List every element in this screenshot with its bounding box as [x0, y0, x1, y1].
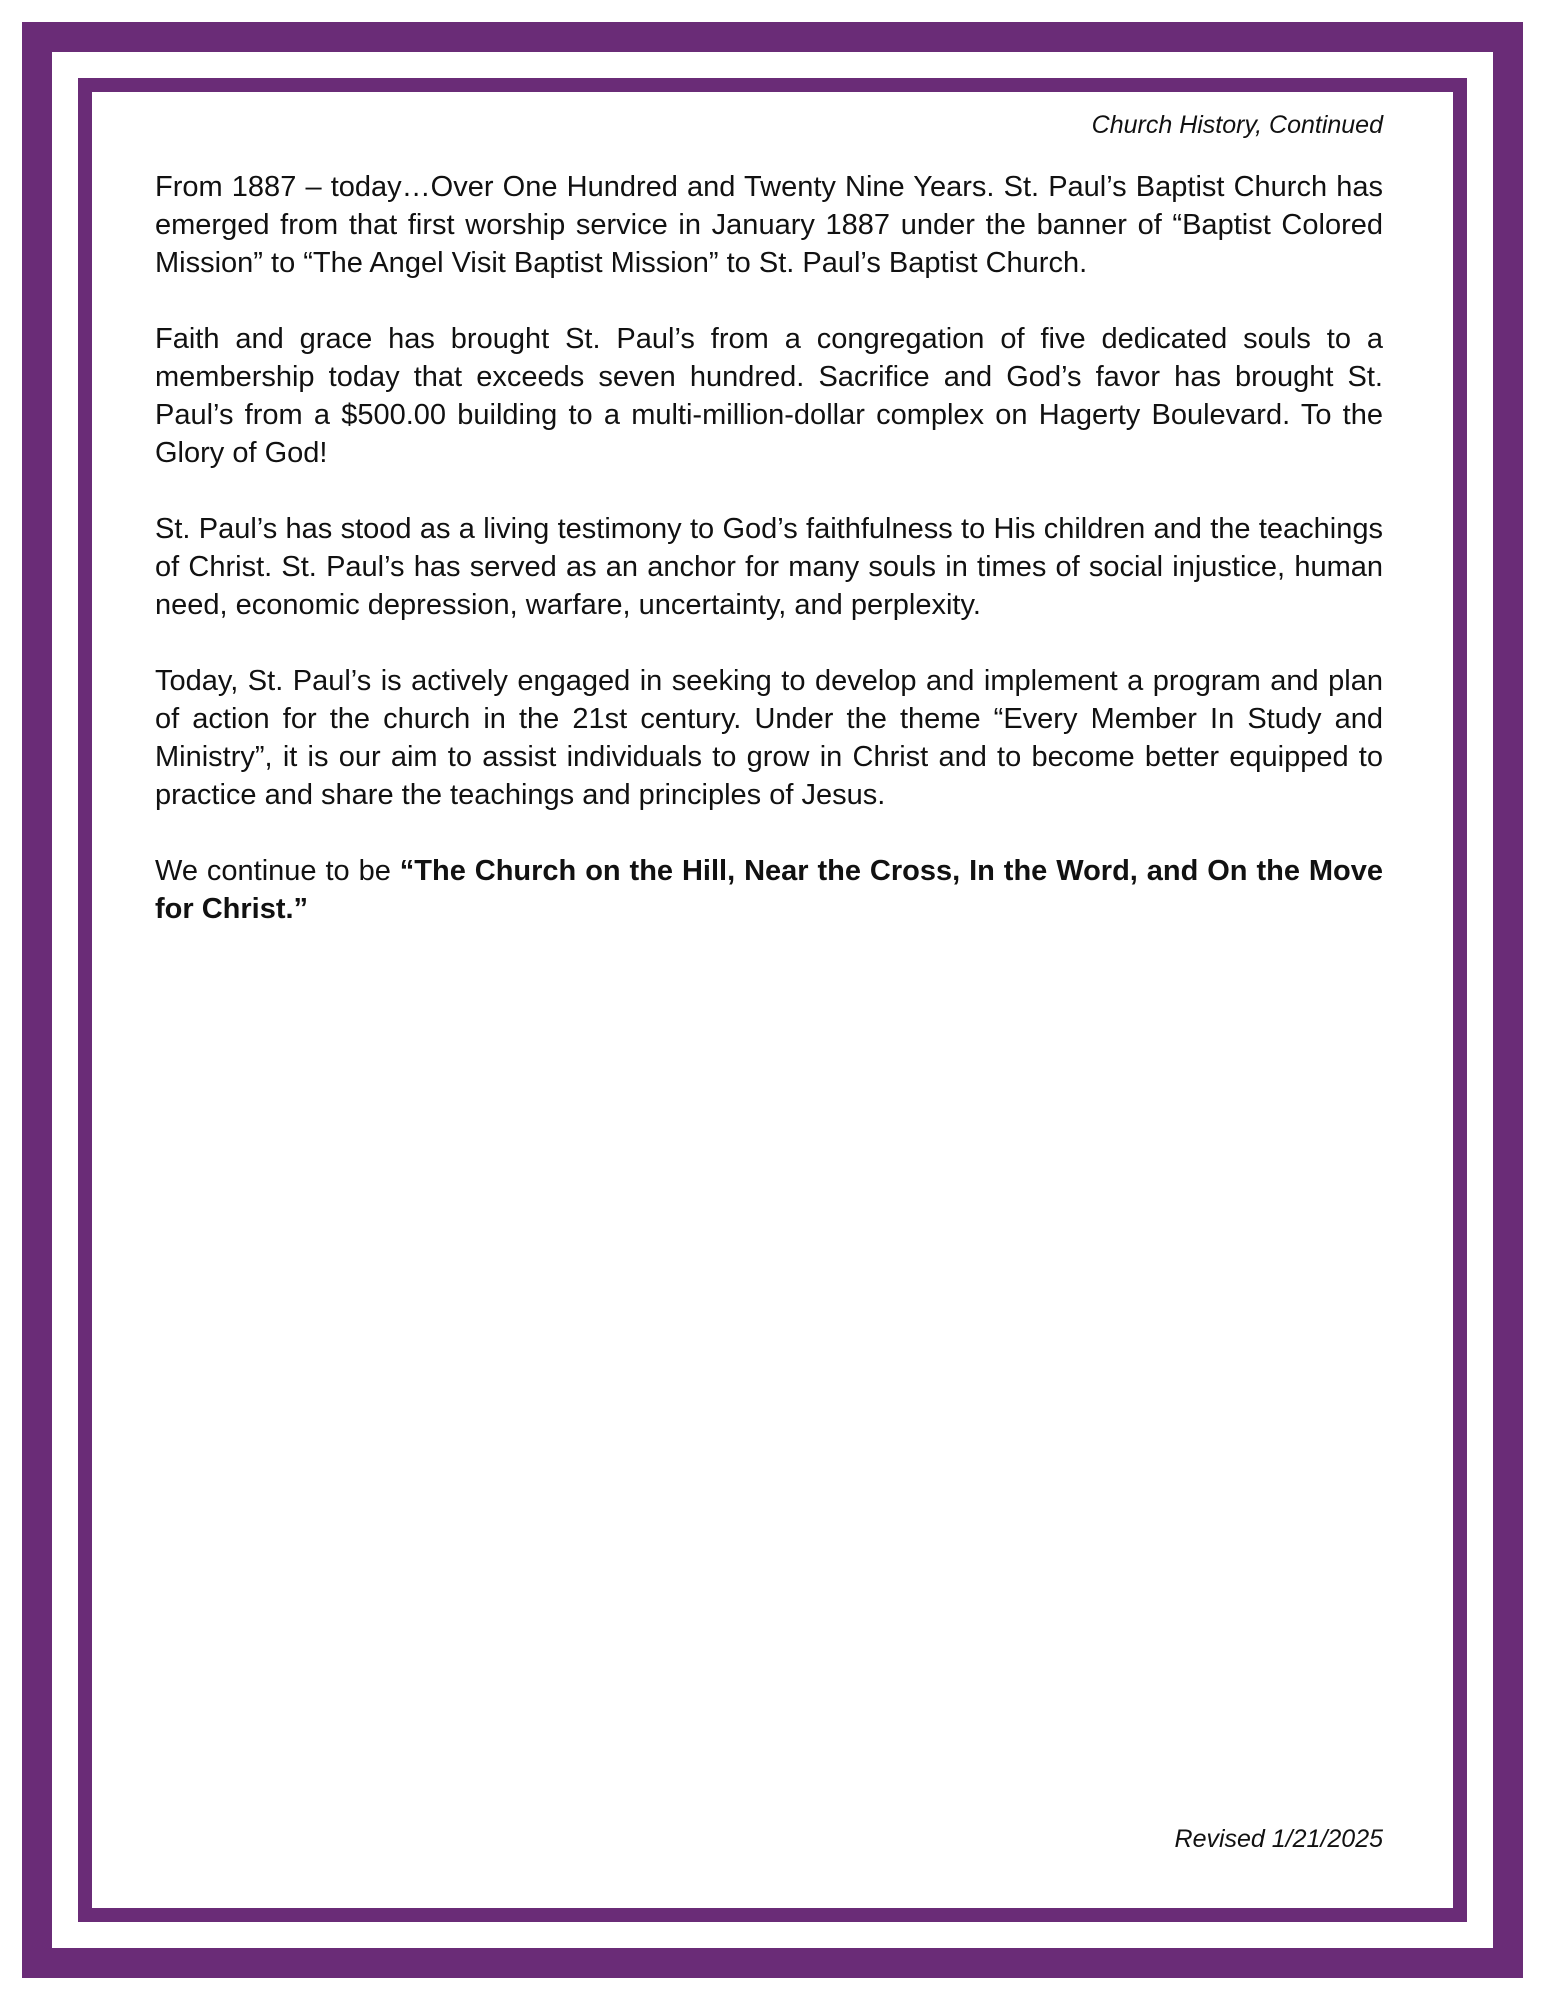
paragraph-living-testimony: St. Paul’s has stood as a living testimony to God’s faithfulness to His children and the teachings of Christ. St. Paul’s has served as an anchor for many souls in times of social injustice, human need, economic depression, warfare, uncertainty, and perplexity. [155, 513, 1383, 621]
church-motto: “The Church on the Hill, Near the Cross, In the Word, and On the Move for Christ.” [155, 855, 1384, 925]
closing-lead: We continue to be [155, 855, 400, 887]
paragraph-today-program: Today, St. Paul’s is actively engaged in seeking to develop and implement a program and plan of action for the church in the 21st century. Under the theme “Every Member In Study and Ministry”, it is our aim to assist individuals to grow in Christ and to become better equipped to practice and share the teachings and principles of Jesus. [155, 665, 1383, 811]
paragraph-closing [155, 852, 1383, 928]
document-body [155, 108, 1383, 966]
page-header-note: Church History, Continued [1091, 111, 1383, 139]
paragraph-faith-and-grace: Faith and grace has brought St. Paul’s from a congregation of five dedicated souls to a membership today that exceeds seven hundred. Sacrifice and God’s favor has brought St. Paul’s from a $500.00 building to a multi-million-dollar complex on Hagerty Boulevard. To the Glory of God! [155, 323, 1383, 469]
paragraph-history-origin: From 1887 – today…Over One Hundred and Twenty Nine Years. St. Paul’s Baptist Church has emerged from that first worship service in January 1887 under the banner of “Baptist Colored Mission” to “The Angel Visit Baptist Mission” to St. Paul’s Baptist Church. [155, 171, 1383, 279]
revision-date: Revised 1/21/2025 [1174, 1825, 1383, 1853]
